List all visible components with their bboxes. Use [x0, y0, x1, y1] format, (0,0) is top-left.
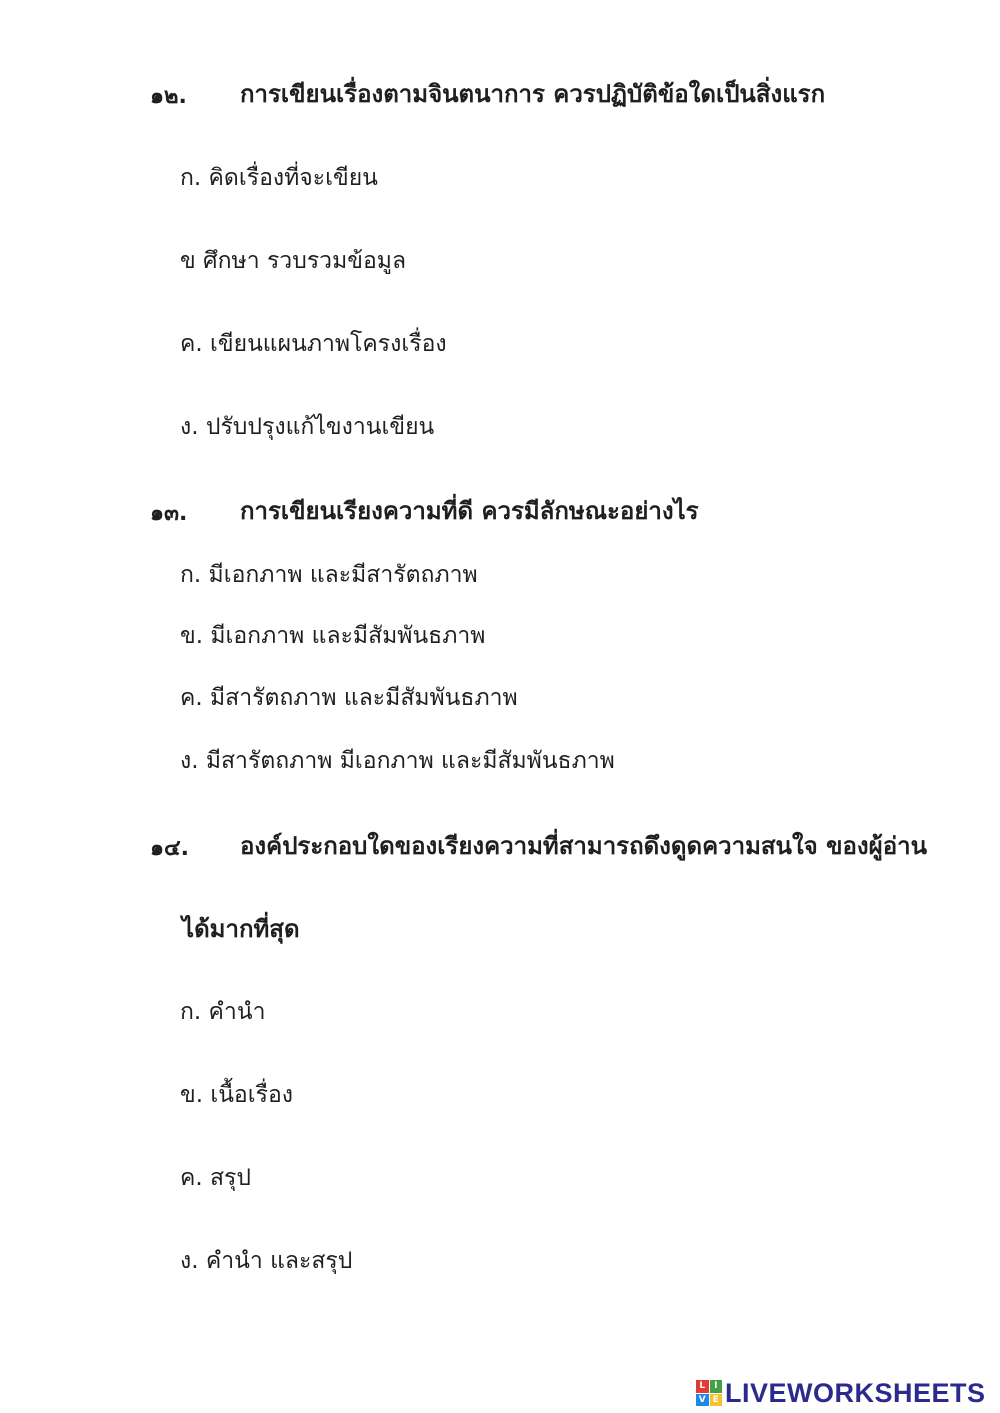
- option-4[interactable]: ง. มีสารัตถภาพ มีเอกภาพ และมีสัมพันธภาพ: [180, 748, 615, 774]
- question-number: ๑๒.: [150, 84, 187, 109]
- logo-letter: I: [710, 1380, 723, 1393]
- option-1[interactable]: ก. คำนำ: [180, 999, 266, 1025]
- option-1[interactable]: ก. มีเอกภาพ และมีสารัตถภาพ: [180, 562, 478, 588]
- question-text: องค์ประกอบใดของเรียงความที่สามารถดึงดูดความสนใจ ของผู้อ่าน: [240, 832, 927, 860]
- logo-letter: E: [710, 1394, 723, 1407]
- question-text-continuation: ได้มากที่สุด: [182, 915, 300, 943]
- option-2[interactable]: ข. เนื้อเรื่อง: [180, 1082, 294, 1108]
- logo-letter: V: [696, 1394, 709, 1407]
- question-number: ๑๓.: [150, 501, 188, 526]
- option-3[interactable]: ค. เขียนแผนภาพโครงเรื่อง: [180, 331, 447, 357]
- option-1[interactable]: ก. คิดเรื่องที่จะเขียน: [180, 165, 378, 191]
- option-4[interactable]: ง. คำนำ และสรุป: [180, 1248, 353, 1274]
- liveworksheets-logo-icon: [696, 1380, 722, 1406]
- option-3[interactable]: ค. สรุป: [180, 1165, 251, 1191]
- logo-letter: L: [696, 1380, 709, 1393]
- brand-text: LIVEWORKSHEETS: [725, 1377, 986, 1408]
- question-text: การเขียนเรื่องตามจินตนาการ ควรปฏิบัติข้อใดเป็นสิ่งแรก: [240, 80, 826, 108]
- option-2[interactable]: ข ศึกษา รวบรวมข้อมูล: [180, 248, 407, 274]
- option-4[interactable]: ง. ปรับปรุงแก้ไขงานเขียน: [180, 414, 435, 440]
- question-number: ๑๔.: [150, 836, 189, 861]
- option-3[interactable]: ค. มีสารัตถภาพ และมีสัมพันธภาพ: [180, 685, 518, 711]
- liveworksheets-branding: [696, 1378, 986, 1408]
- question-text: การเขียนเรียงความที่ดี ควรมีลักษณะอย่างไร: [240, 497, 699, 525]
- option-2[interactable]: ข. มีเอกภาพ และมีสัมพันธภาพ: [180, 623, 486, 649]
